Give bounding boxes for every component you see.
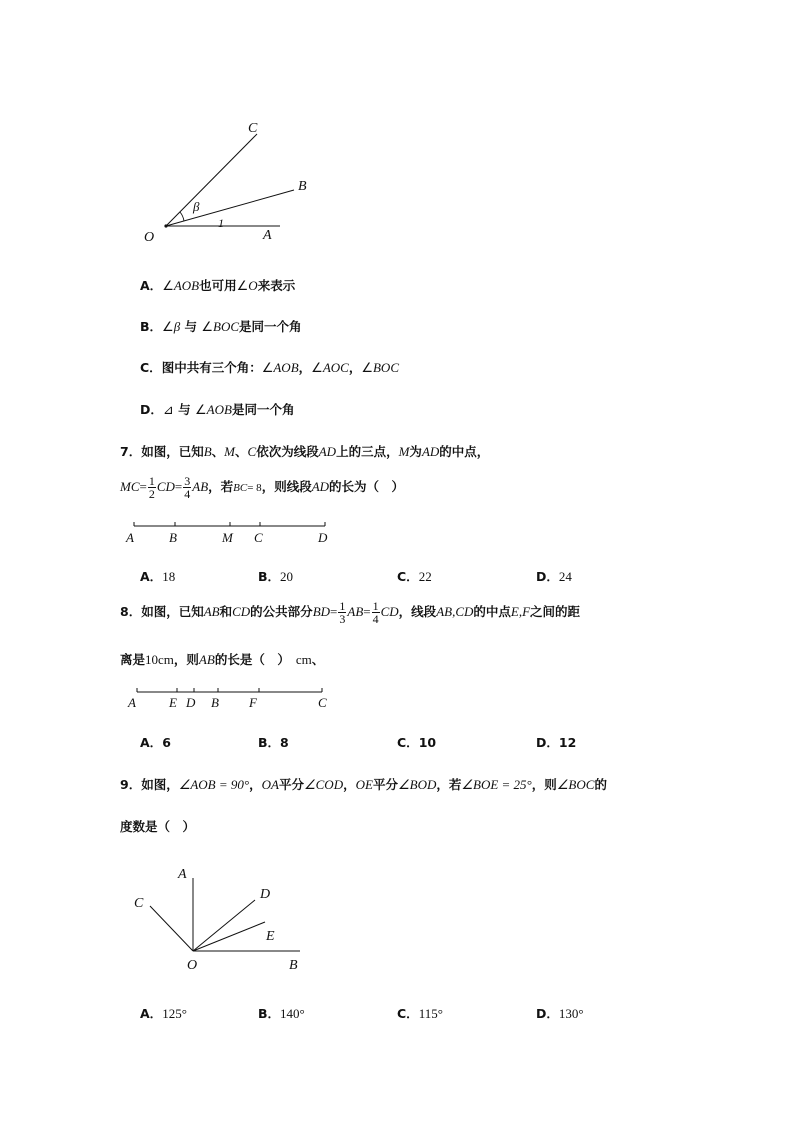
option-text: 来表示	[257, 278, 296, 293]
ray-ob	[166, 190, 294, 226]
stem-text: 之间的距	[530, 604, 581, 619]
math-ad: AD	[318, 444, 337, 459]
option-letter: B．	[258, 1006, 281, 1021]
q9-option-a[interactable]	[140, 1004, 187, 1022]
unit-cm: cm	[295, 652, 312, 667]
numerator: 1	[148, 474, 155, 488]
option-value: 115°	[418, 1006, 443, 1021]
option-text: 与	[173, 402, 196, 417]
option-letter: B．	[258, 569, 281, 584]
q9-option-b[interactable]	[258, 1004, 305, 1022]
math-cd: CD	[156, 479, 175, 494]
stem-text: 、	[311, 652, 325, 667]
option-letter: A．	[140, 278, 163, 293]
math-mc: MC	[120, 479, 140, 494]
angle-symbol: ∠	[195, 402, 207, 417]
label-e: E	[266, 929, 275, 944]
option-value: 140°	[280, 1006, 305, 1021]
q7-option-d[interactable]	[536, 567, 572, 585]
option-letter: C．	[397, 1006, 419, 1021]
label-c: C	[318, 695, 327, 710]
q7-option-a[interactable]	[140, 567, 175, 585]
denominator: 3	[339, 612, 346, 626]
option-text: 是同一个角	[239, 319, 302, 334]
math-aob-90: ∠AOB = 90°	[178, 777, 250, 792]
math-oe: OE	[355, 777, 373, 792]
math-c: C	[247, 444, 257, 459]
denominator: 4	[184, 487, 191, 501]
label-o: O	[187, 958, 198, 973]
numerator: 1	[372, 599, 379, 613]
math-bod: ∠BOD	[397, 777, 437, 792]
math-m: M	[398, 444, 410, 459]
math-eq: =	[363, 604, 371, 619]
angle-arc	[180, 212, 184, 221]
stem-text: ，则	[173, 652, 199, 667]
label-b: B	[298, 179, 307, 194]
option-letter: B．	[140, 319, 163, 334]
option-letter: D．	[140, 402, 163, 417]
math-ad: AD	[311, 479, 330, 494]
option-text: 图中共有三个角：	[161, 360, 262, 375]
option-value: 8	[280, 735, 289, 750]
label-c: C	[254, 530, 263, 545]
q8-option-c[interactable]	[397, 733, 436, 751]
stem-text: 为	[409, 444, 422, 459]
option-letter: D．	[536, 1006, 559, 1021]
fraction-3-4	[183, 475, 191, 500]
stem-text: 7．如图，已知	[120, 444, 204, 459]
math-e-f: E,F	[510, 604, 531, 619]
q8-segment-figure	[120, 684, 340, 716]
q9-option-d[interactable]	[536, 1004, 584, 1022]
math-boc: BOC	[213, 319, 240, 334]
numerator: 1	[339, 599, 346, 613]
stem-text: 、	[211, 444, 225, 459]
math-aob: AOB	[273, 360, 299, 375]
q7-stem-line1	[120, 442, 489, 460]
math-ab: AB	[198, 652, 215, 667]
q7-option-b[interactable]	[258, 567, 293, 585]
math-eq: =	[174, 479, 183, 494]
stem-text: ，则	[531, 777, 557, 792]
math-eq: =	[330, 604, 338, 619]
ray-oc	[166, 134, 257, 226]
fraction-1-4	[372, 600, 380, 625]
math-value: 10cm	[145, 652, 174, 667]
label-c: C	[248, 121, 258, 136]
option-letter: A．	[140, 735, 163, 750]
stem-text: 的公共部分	[250, 604, 313, 619]
angle-symbol: ∠	[261, 360, 274, 375]
vertex-o	[164, 224, 167, 227]
math-value: = 8	[247, 482, 262, 494]
label-o: O	[144, 230, 155, 245]
stem-text: ，则线段	[261, 479, 312, 494]
fraction-1-3	[338, 600, 346, 625]
label-a: A	[126, 530, 134, 545]
q6-option-c[interactable]	[140, 358, 399, 376]
ray-od	[193, 900, 255, 951]
stem-text: 离是	[120, 652, 146, 667]
math-cd: CD	[232, 604, 251, 619]
label-b: B	[289, 958, 298, 973]
denominator: 2	[148, 487, 155, 501]
math-ad: AD	[421, 444, 440, 459]
denominator: 4	[372, 612, 379, 626]
math-bc: BC	[233, 482, 248, 494]
stem-text: ，若	[208, 479, 234, 494]
option-text: 是同一个角	[231, 402, 295, 417]
stem-text: 平分	[372, 777, 398, 792]
math-ab-cd: AB,CD	[436, 604, 474, 619]
option-letter: B．	[258, 735, 281, 750]
math-boc: ∠BOC	[556, 777, 595, 792]
stem-text: 、	[235, 444, 248, 459]
option-letter: A．	[140, 569, 163, 584]
stem-text: 的长是（ ）	[214, 652, 290, 667]
option-letter: D．	[536, 569, 559, 584]
label-beta: β	[193, 199, 200, 214]
option-letter: C．	[397, 569, 419, 584]
stem-text: 上的三点，	[336, 444, 399, 459]
stem-text: 8．如图，已知	[120, 604, 204, 619]
label-c: C	[134, 896, 144, 911]
option-value: 6	[162, 735, 171, 750]
numerator: 3	[184, 474, 191, 488]
label-d: D	[186, 695, 196, 710]
math-beta: β	[173, 319, 181, 334]
q9-stem-line1	[120, 775, 607, 793]
option-value: 125°	[162, 1006, 187, 1021]
label-b: B	[169, 530, 177, 545]
stem-text: 和	[219, 604, 233, 619]
q9-option-c[interactable]	[397, 1004, 443, 1022]
math-aob: AOB	[206, 402, 232, 417]
q8-option-d[interactable]	[536, 733, 576, 751]
label-b: B	[211, 695, 219, 710]
label-e: E	[169, 695, 177, 710]
q8-stem-line1	[120, 600, 580, 625]
q7-option-c[interactable]	[397, 567, 432, 585]
math-ab: AB	[347, 604, 364, 619]
option-letter: C．	[140, 360, 162, 375]
label-a: A	[263, 228, 272, 243]
stem-text: 的中点，	[439, 444, 490, 459]
stem-text: 9．如图，	[120, 777, 179, 792]
label-a: A	[178, 867, 187, 882]
math-m: M	[224, 444, 236, 459]
option-value: 20	[280, 569, 294, 584]
q6-option-b[interactable]	[140, 317, 302, 335]
angle-symbol: ∠	[162, 319, 174, 334]
triangle-symbol: ⊿	[162, 402, 174, 417]
label-d: D	[260, 887, 271, 902]
q9-stem-line2: 度数是（ ）	[120, 819, 196, 834]
stem-text: 的长为（ ）	[329, 479, 405, 494]
label-1: 1	[218, 216, 224, 230]
math-boc: BOC	[372, 360, 399, 375]
option-value: 130°	[558, 1006, 584, 1021]
angle-symbol: ∠	[201, 319, 214, 334]
math-oa: OA	[261, 777, 279, 792]
stem-text: 的中点	[473, 604, 511, 619]
angle-symbol: ∠	[162, 278, 174, 293]
stem-text: 平分	[278, 777, 304, 792]
stem-text: ，线段	[398, 604, 437, 619]
math-cd: CD	[380, 604, 399, 619]
math-eq: =	[139, 479, 147, 494]
math-b: B	[203, 444, 212, 459]
label-m: M	[222, 530, 233, 545]
option-value: 22	[418, 569, 432, 584]
label-d: D	[318, 530, 328, 545]
separator: ，	[298, 360, 312, 375]
option-value: 12	[558, 735, 577, 750]
option-value: 18	[162, 569, 176, 584]
stem-text: ，若	[436, 777, 462, 792]
math-ab: AB	[203, 604, 220, 619]
math-cod: ∠COD	[303, 777, 344, 792]
angle-symbol: ∠	[311, 360, 323, 375]
option-letter: C．	[397, 735, 419, 750]
q9-angle-figure	[125, 860, 315, 980]
math-ab: AB	[192, 479, 209, 494]
stem-text: ，	[249, 777, 262, 792]
math-bd: BD	[312, 604, 331, 619]
stem-text: 的	[594, 777, 607, 792]
fraction-1-2	[148, 475, 156, 500]
q6-option-a[interactable]	[140, 276, 295, 294]
q8-stem-line2	[120, 650, 324, 668]
angle-symbol: ∠	[236, 278, 249, 293]
option-letter: D．	[536, 735, 559, 750]
math-o: O	[248, 278, 258, 293]
q8-option-a[interactable]	[140, 733, 171, 751]
stem-text: ，	[343, 777, 356, 792]
option-text: 也可用	[199, 278, 237, 293]
stem-text: 依次为线段	[256, 444, 319, 459]
q7-segment-figure	[120, 518, 340, 550]
option-letter: A．	[140, 1006, 163, 1021]
label-a: A	[128, 695, 136, 710]
angle-symbol: ∠	[361, 360, 373, 375]
q8-option-b[interactable]	[258, 733, 289, 751]
option-text: 与	[180, 319, 202, 334]
q6-option-d[interactable]	[140, 400, 294, 418]
math-aob: AOB	[173, 278, 200, 293]
q7-stem-line2	[120, 475, 404, 500]
option-value: 24	[558, 569, 572, 584]
math-aoc: AOC	[322, 360, 349, 375]
math-boe-25: ∠BOE = 25°	[461, 777, 532, 792]
angle-figure-1	[130, 110, 330, 250]
option-value: 10	[418, 735, 437, 750]
label-f: F	[249, 695, 257, 710]
separator: ，	[348, 360, 362, 375]
ray-oc	[150, 906, 193, 951]
ray-oe	[193, 922, 265, 951]
